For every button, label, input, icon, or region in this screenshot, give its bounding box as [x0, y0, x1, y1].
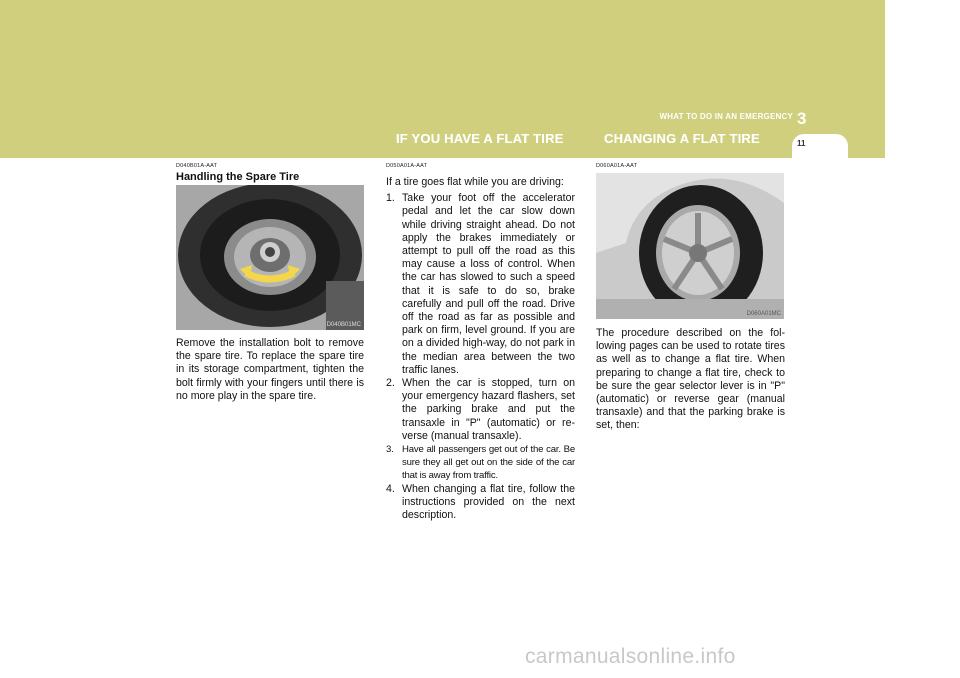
wheel-illustration [596, 173, 784, 319]
section-code: D040B01A-AAT [176, 163, 218, 169]
list-item [386, 443, 575, 483]
spare-tire-photo [176, 185, 364, 330]
flat-tire-intro: If a tire goes flat while you are driving: [386, 176, 564, 188]
chapter-title: WHAT TO DO IN AN EMERGENCY [659, 112, 793, 121]
tab-flat-tire: IF YOU HAVE A FLAT TIRE [396, 131, 564, 146]
column-spare-tire [176, 163, 364, 183]
spare-tire-body: Remove the installation bolt to remove the spare tire. To replace the spare tire in its storage compartment, tighten the bolt firmly with your fingers until there is no more play in the spare tire. [176, 337, 364, 402]
list-item [386, 483, 575, 523]
step-text: When the car is stopped, turn on your emergency hazard flashers, set the parking brake and put the transaxle in "P" (automatic) or re-verse (manual transaxle). [402, 377, 575, 442]
photo-label: D060A01MC [746, 311, 781, 317]
chapter-number: 3 [797, 109, 807, 128]
changing-tire-body: The procedure described on the fol-lowing pages can be used to rotate tires as well as to change a flat tire. When preparing to change a flat tire, check to be sure the gear selector lever is in "P" (automatic) or reverse gear (manual transaxle) and that the parking brake is set, then: [596, 327, 785, 432]
photo-label: D040B01MC [326, 322, 361, 328]
section-title: Handling the Spare Tire [176, 171, 300, 183]
step-number: 3. [386, 444, 394, 456]
column-changing-tire [596, 163, 785, 169]
step-number: 1. [386, 192, 395, 205]
list-item [386, 192, 575, 377]
page-number: 11 [797, 139, 806, 148]
step-text: When changing a flat tire, follow the instructions provided on the next description. [402, 482, 575, 522]
section-code: D050A01A-AAT [386, 163, 428, 169]
section-code: D060A01A-AAT [596, 163, 638, 169]
page-number-tab [792, 134, 848, 158]
flat-tire-photo [596, 173, 784, 319]
spare-tire-illustration [176, 185, 364, 330]
step-text: Take your foot off the accelerator pedal and let the car slow down while driving straight ahead. Do not apply the brakes immediately or attempt to pull off the road as this may cause a loss of control. When the car has slowed to such a speed that it is safe to do so, brake carefully and pull off the road. Drive off the road as far as possible and park on firm, level ground. If you are on a divided high-way, do not park in the median area between the two traffic lanes. [402, 192, 575, 376]
watermark: carmanualsonline.info [525, 645, 736, 668]
flat-tire-steps [386, 192, 575, 522]
column-flat-tire [386, 163, 575, 522]
step-text: Have all passengers get out of the car. Be sure they all get out on the side of the car that is away from traffic. [402, 444, 575, 482]
step-number: 4. [386, 482, 395, 495]
list-item [386, 377, 575, 443]
step-number: 2. [386, 377, 395, 390]
tab-changing-flat-tire: CHANGING A FLAT TIRE [604, 131, 760, 146]
